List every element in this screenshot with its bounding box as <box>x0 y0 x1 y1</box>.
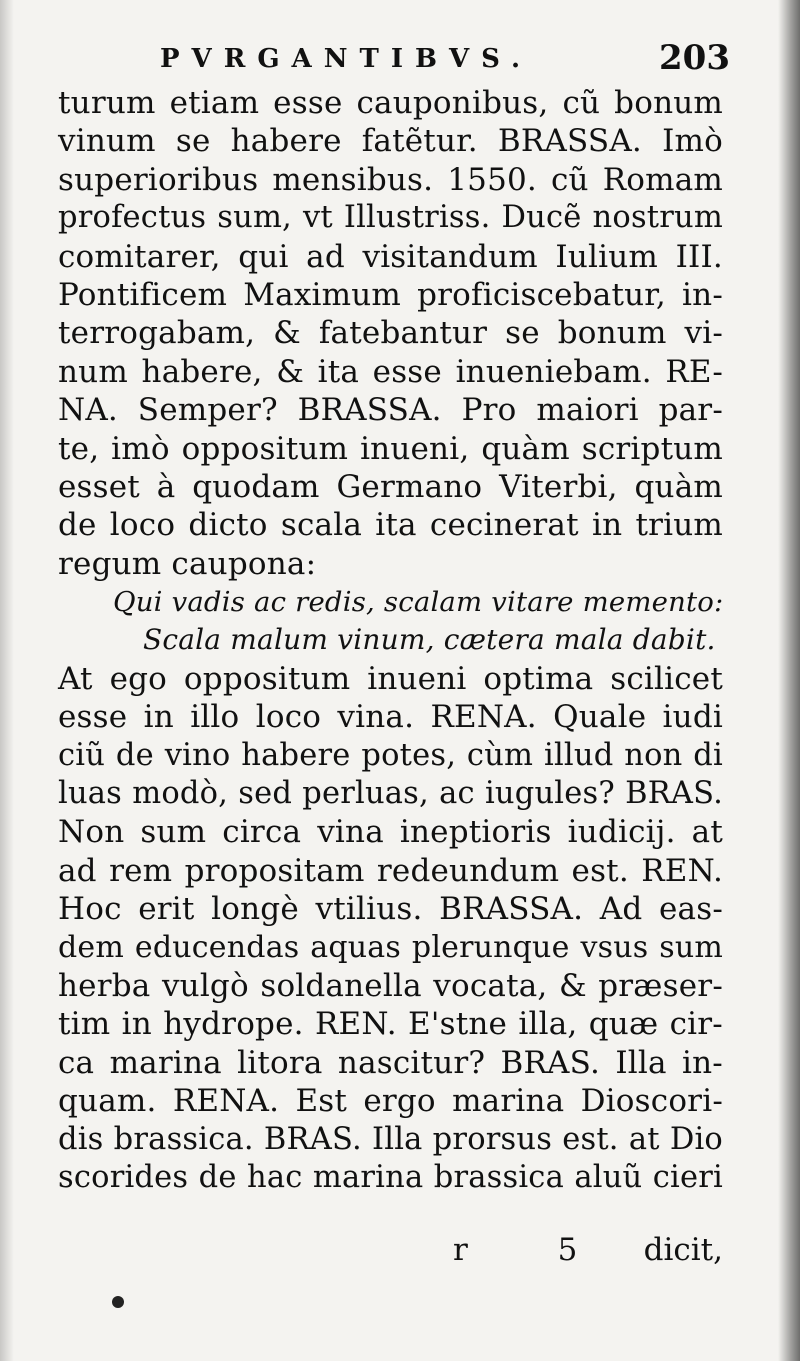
signature-mark: r 5 <box>453 1232 618 1268</box>
text-line: NA. Semper? BRASSA. Pro maiori par- <box>58 392 723 429</box>
text-line: num habere, & ita esse inueniebam. RE- <box>58 353 723 390</box>
text-line: vinum se habere fatẽtur. BRASSA. Imò <box>58 123 723 160</box>
page-footer <box>58 1232 723 1272</box>
text-line: dem educendas aquas plerunque vsus sum <box>58 929 723 965</box>
body-text <box>58 84 723 1197</box>
page-header <box>160 38 740 84</box>
catchword: dicit, <box>643 1232 723 1268</box>
ink-spot <box>112 1296 124 1308</box>
text-line: turum etiam esse cauponibus, cũ bonum <box>58 85 723 121</box>
text-line: ad rem propositam redeundum est. REN. <box>58 852 723 889</box>
text-line: scorides de hac marina brassica aluũ cieri <box>58 1159 723 1195</box>
text-line: profectus sum, vt Illustriss. Ducẽ nostrum <box>58 200 723 236</box>
text-line: ca marina litora nascitur? BRAS. Illa in- <box>58 1044 723 1081</box>
text-line: At ego oppositum inueni optima scilicet <box>58 660 723 697</box>
verse-line: Scala malum vinum, cætera mala dabit. <box>143 623 716 657</box>
text-line: Hoc erit longè vtilius. BRASSA. Ad eas- <box>58 891 723 928</box>
text-line: quam. RENA. Est ergo marina Dioscori- <box>58 1083 723 1120</box>
text-line: superioribus mensibus. 1550. cũ Romam <box>58 161 723 198</box>
text-line: ciũ de vino habere potes, cùm illud non di <box>58 737 723 773</box>
text-line: te, imò oppositum inueni, quàm scriptum <box>58 430 723 467</box>
text-line: Non sum circa vina ineptioris iudicij. at <box>58 814 723 851</box>
text-line: esset à quodam Germano Viterbi, quàm <box>58 468 723 505</box>
text-line: luas modò, sed perluas, ac iugules? BRAS. <box>58 776 723 812</box>
text-line: Pontificem Maximum proficiscebatur, in- <box>58 276 723 313</box>
text-line: comitarer, qui ad visitandum Iulium III. <box>58 238 723 275</box>
text-line: terrogabam, & fatebantur se bonum vi- <box>58 315 723 352</box>
page-number: 203 <box>659 38 730 78</box>
text-line: esse in illo loco vina. RENA. Quale iudi <box>58 699 723 736</box>
text-line: herba vulgò soldanella vocata, & præser- <box>58 967 723 1004</box>
text-line: dis brassica. BRAS. Illa prorsus est. at Dio <box>58 1121 723 1157</box>
verse-line: Qui vadis ac redis, scalam vitare memento: <box>113 586 724 619</box>
text-line: tim in hydrope. REN. E'stne illa, quæ cir- <box>58 1006 723 1043</box>
text-line: de loco dicto scala ita cecinerat in trium <box>58 507 723 544</box>
running-head: PVRGANTIBVS. <box>160 44 533 74</box>
text-line: regum caupona: <box>58 545 317 582</box>
